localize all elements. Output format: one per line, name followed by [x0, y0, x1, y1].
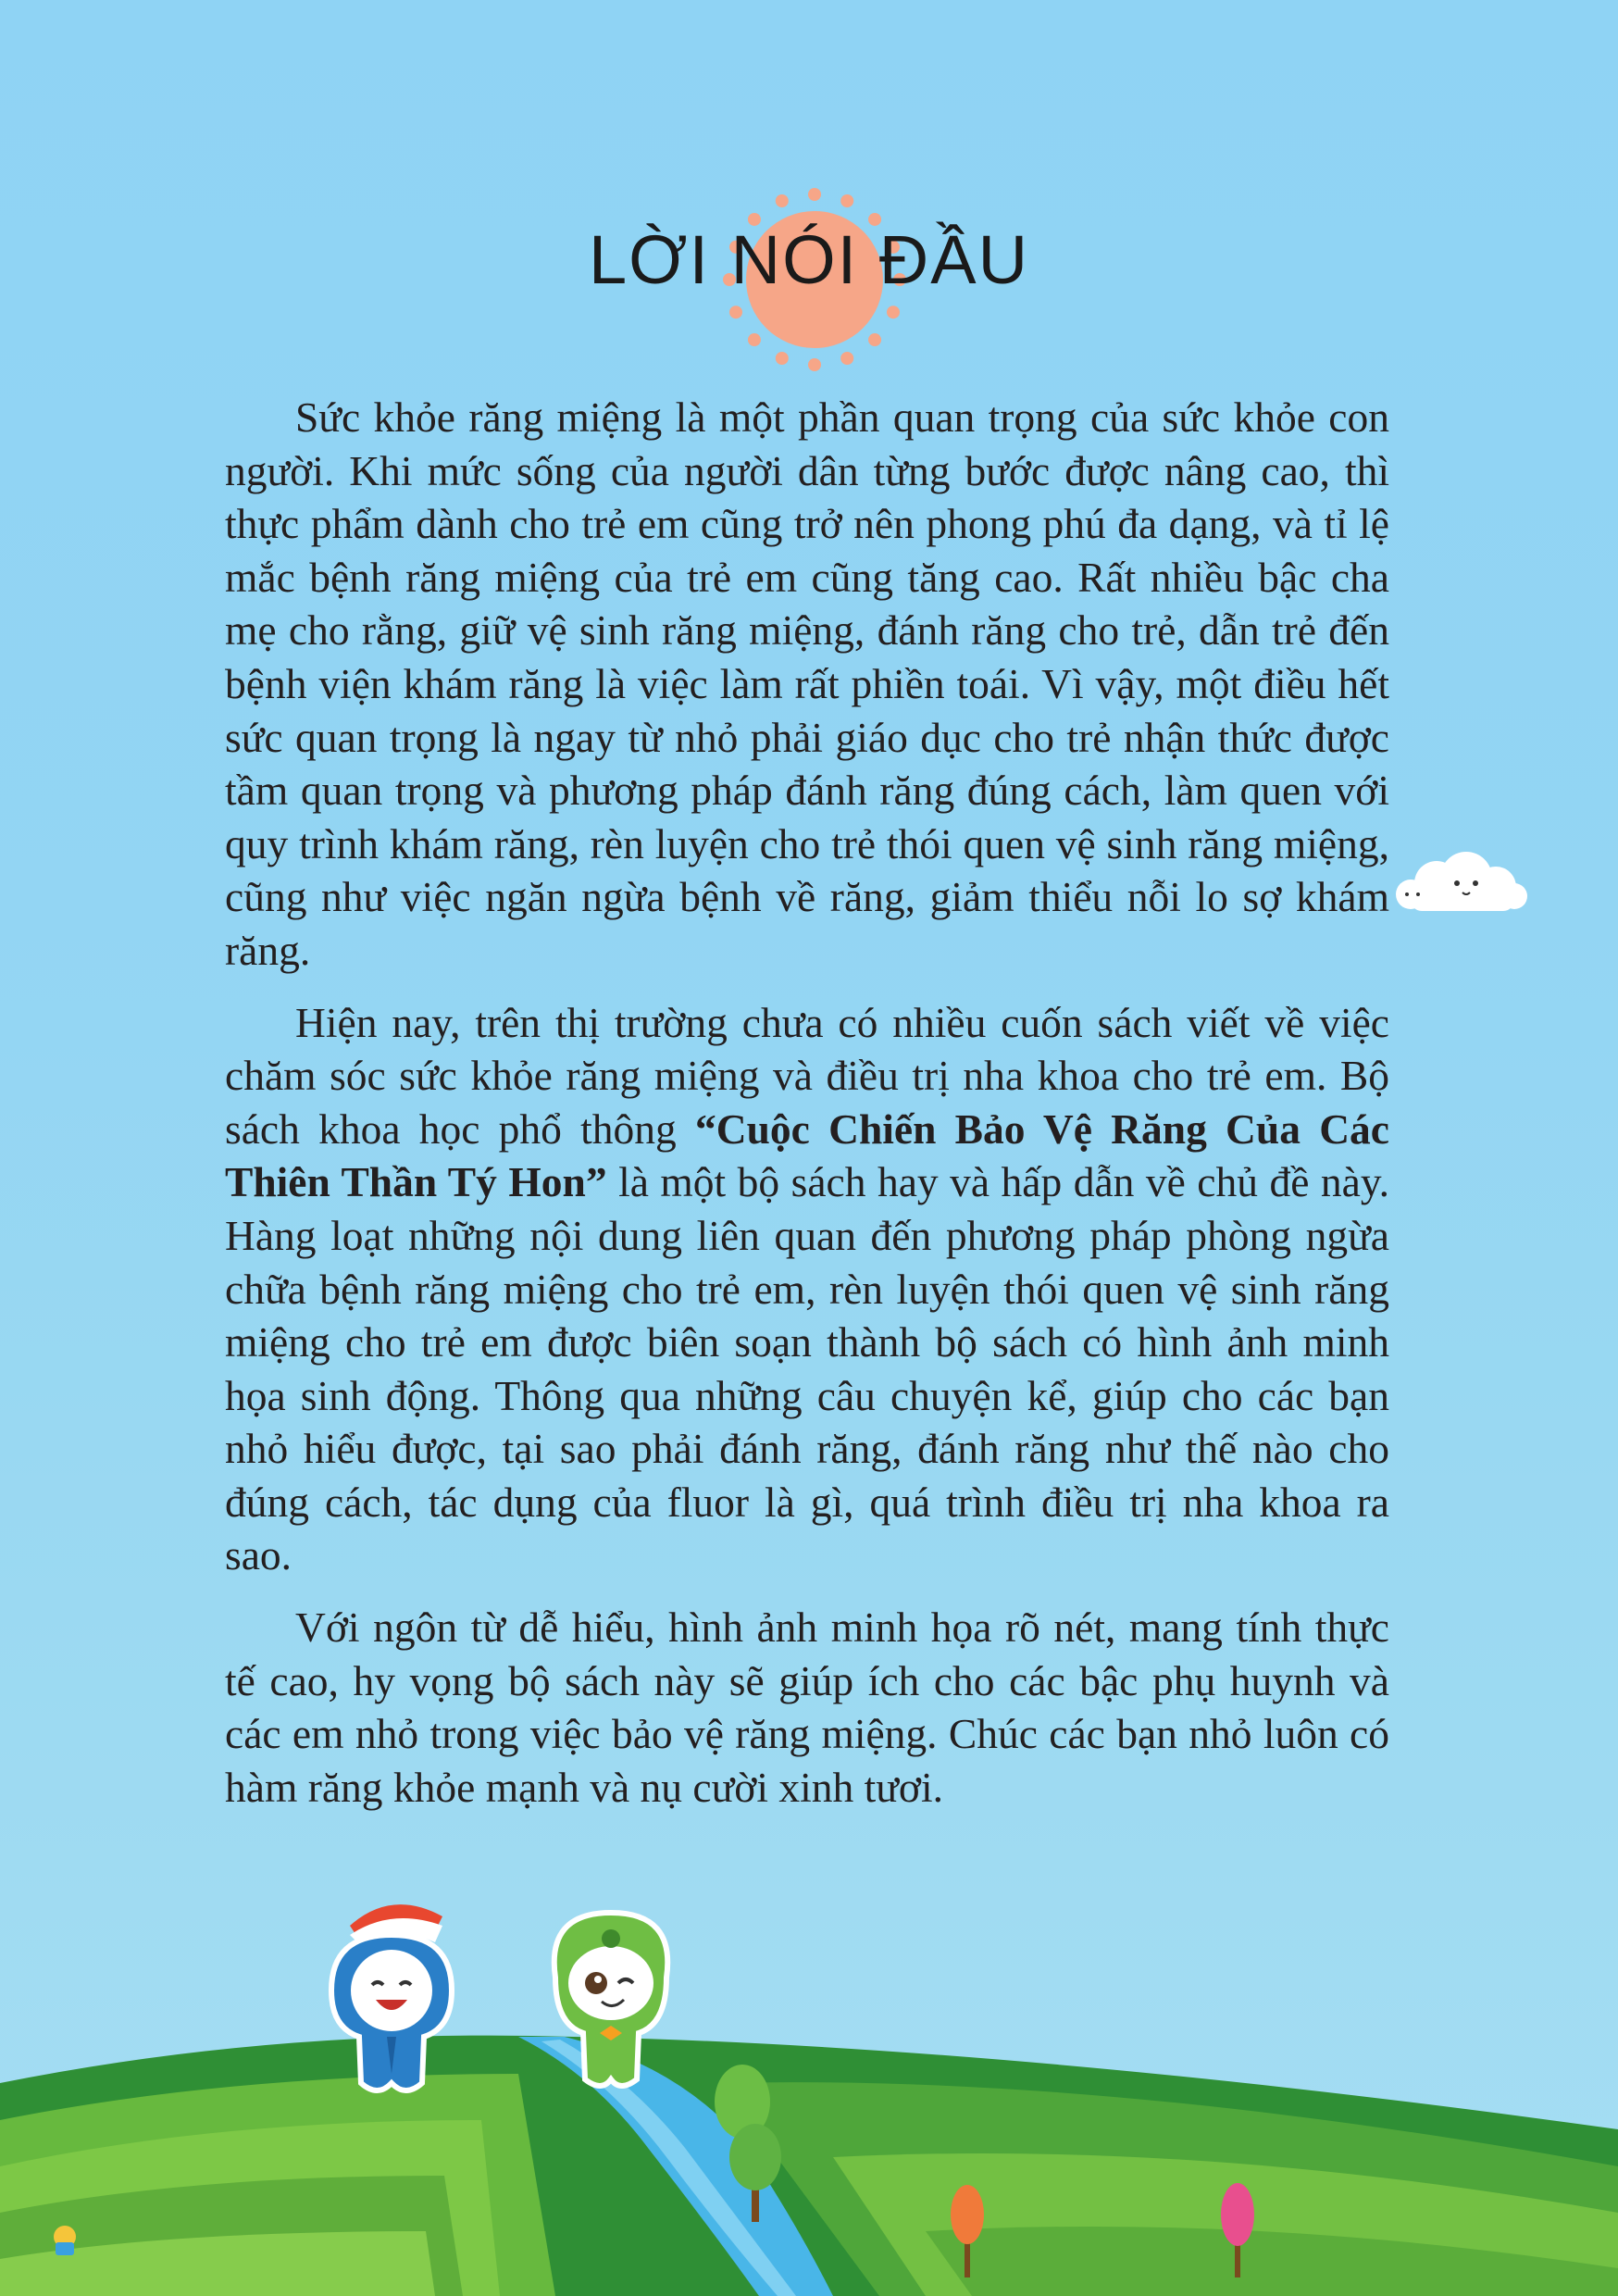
paragraph-2-rest: là một bộ sách hay và hấp dẫn về chủ đề này. Hàng loạt những nội dung liên quan đến phương pháp phòng ngừa chữa bệnh răng miệng cho trẻ em, rèn luyện thói quen vệ sinh răng miệng cho trẻ em được biên soạn thành bộ sách có hình ảnh minh họa sinh động. Thông qua những câu chuyện kể, giúp cho các bạn nhỏ hiểu được, tại sao phải đánh răng, đánh răng như thế nào cho đúng cách, tác dụng của fluor là gì, quá trình điều trị nha khoa ra sao.	[225, 1158, 1390, 1579]
landscape-illustration	[0, 1889, 1618, 2296]
sun-ray	[840, 352, 853, 365]
paragraph-3: Với ngôn từ dễ hiểu, hình ảnh minh họa rõ nét, mang tính thực tế cao, hy vọng bộ sách này sẽ giúp ích cho các bậc phụ huynh và các em nhỏ trong việc bảo vệ răng miệng. Chúc các bạn nhỏ luôn có hàm răng khỏe mạnh và nụ cười xinh tươi.	[225, 1603, 1389, 1811]
green-tooth-mascot	[528, 1894, 694, 2096]
sun-ray	[887, 306, 900, 318]
paragraph-1: Sức khỏe răng miệng là một phần quan trọng của sức khỏe con người. Khi mức sống của người dân từng bước được nâng cao, thì thực phẩm dành cho trẻ em cũng trở nên phong phú đa dạng, và tỉ lệ mắc bệnh răng miệng của trẻ em cũng tăng cao. Rất nhiều bậc cha mẹ cho rằng, giữ vệ sinh răng miệng, đánh răng cho trẻ, dẫn trẻ đến bệnh viện khám răng là việc làm rất phiền toái. Vì vậy, một điều hết sức quan trọng là ngay từ nhỏ phải giáo dục cho trẻ nhận thức được tầm quan trọng và phương pháp đánh răng đúng cách, làm quen với quy trình khám răng, rèn luyện cho trẻ thói quen vệ sinh răng miệng, cũng như việc ngăn ngừa bệnh về răng, giảm thiểu nỗi lo sợ khám răng.	[225, 393, 1389, 974]
title-word-3: ĐẦU	[878, 221, 1030, 298]
cloud-icon	[1383, 841, 1531, 924]
sun-ray	[868, 333, 881, 346]
sun-ray	[808, 358, 821, 371]
page-title	[0, 220, 1618, 299]
sun-ray	[729, 306, 742, 318]
paragraph-2	[225, 996, 1389, 1583]
preface-body	[225, 391, 1389, 1832]
sun-ray	[776, 194, 789, 207]
paragraph-2-intro: Hiện nay, trên thị trường chưa có nhiều cuốn sách viết về việc chăm sóc sức khỏe răng miệng và điều trị nha khoa cho trẻ em. Bộ sách khoa học phổ thông	[225, 998, 1389, 1153]
sun-ray	[840, 194, 853, 207]
sun-ray	[808, 188, 821, 201]
page-corner-icon	[48, 2222, 81, 2259]
sun-ray	[776, 352, 789, 365]
blue-tooth-mascot	[313, 1889, 470, 2102]
title-word-1: LỜI	[588, 221, 711, 298]
book-title: “Cuộc Chiến Bảo Vệ Răng Của Các Thiên Thần Tý Hon”	[225, 1104, 1389, 1206]
sun-ray	[748, 333, 761, 346]
title-word-2: NÓI	[730, 221, 859, 298]
